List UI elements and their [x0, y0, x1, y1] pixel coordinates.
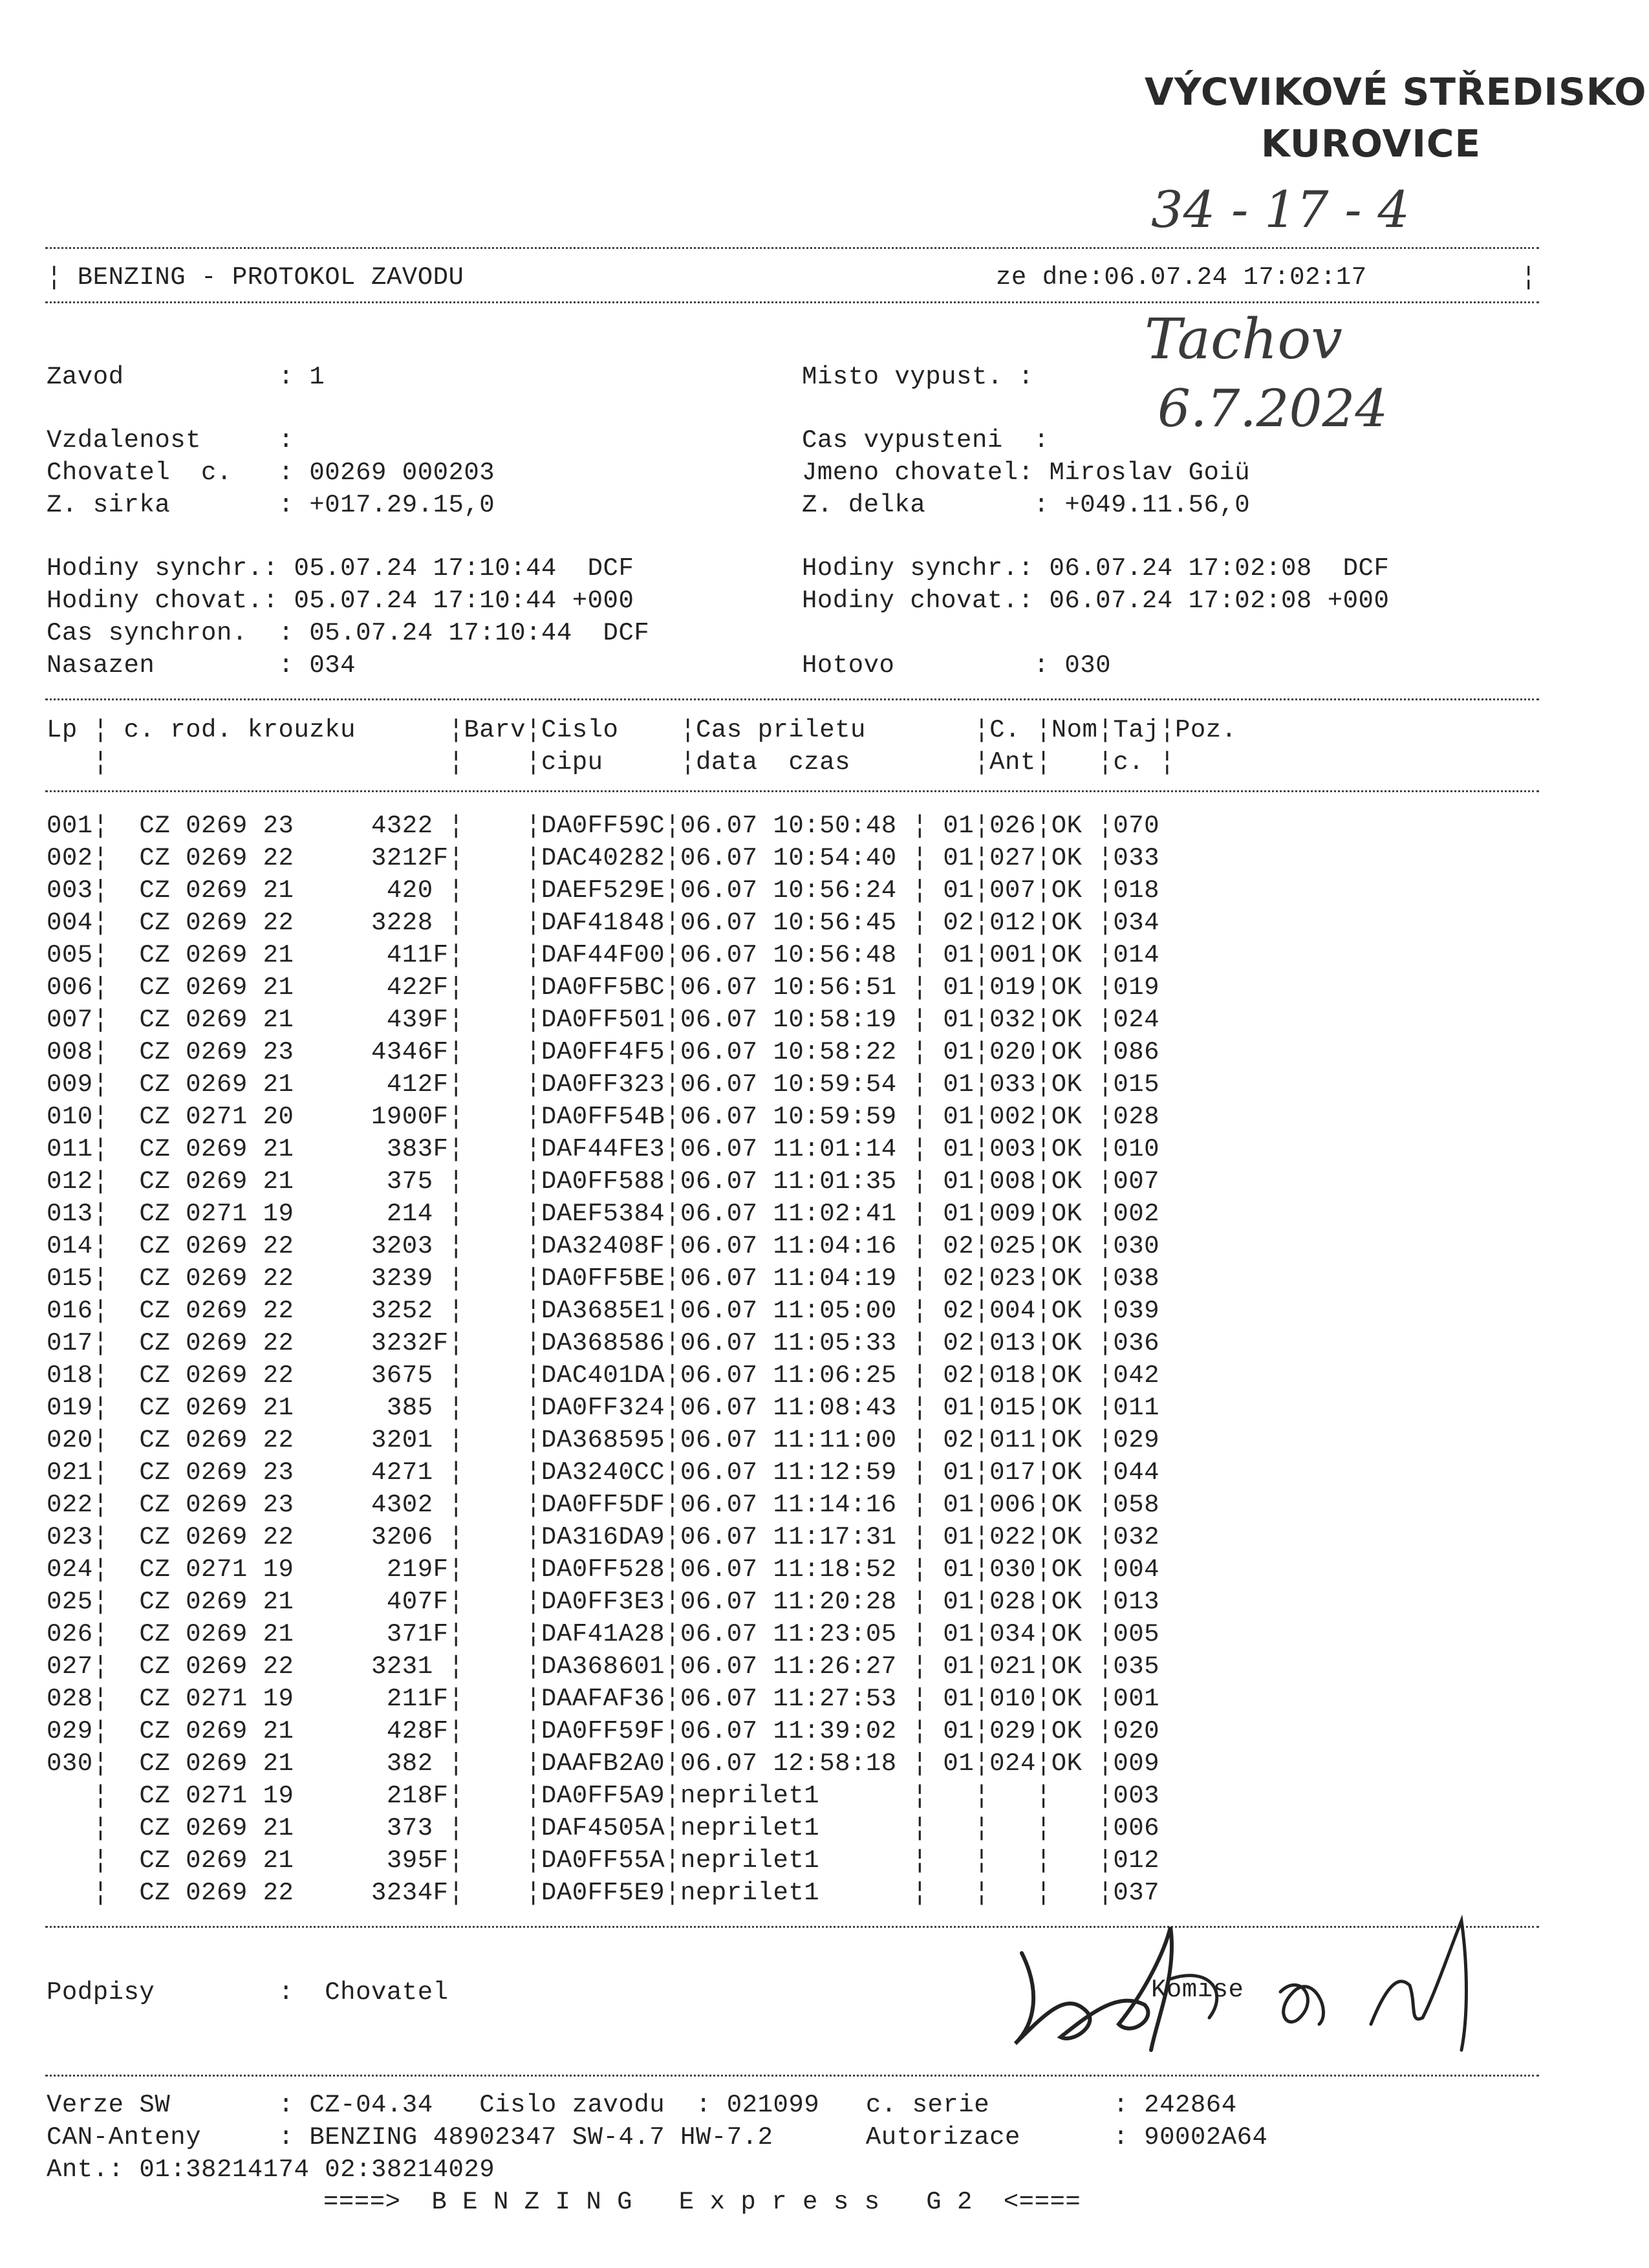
row-text: 010¦ CZ 0271 20 1900F¦ ¦DA0FF54B¦06.07 10:59:59 ¦ 01¦002¦OK ¦028 [47, 1103, 1160, 1131]
protocol-date: ze dne:06.07.24 17:02:17 [996, 263, 1367, 292]
sync-left-3: Cas synchron. : 05.07.24 17:10:44 DCF [47, 619, 650, 647]
row-text: 027¦ CZ 0269 22 3231 ¦ ¦DA368601¦06.07 11:26:27 ¦ 01¦021¦OK ¦035 [47, 1652, 1160, 1681]
title-end-bar: ¦ [1521, 263, 1536, 292]
row-text: 023¦ CZ 0269 22 3206 ¦ ¦DA316DA9¦06.07 11:17:31 ¦ 01¦022¦OK ¦032 [47, 1523, 1160, 1551]
stamp-line-1: VÝCVIKOVÉ STŘEDISKO [1145, 70, 1647, 114]
breeder-number: Chovatel c. : 00269 000203 [47, 459, 495, 487]
race-number: Zavod : 1 [47, 363, 325, 391]
footer-line-2: CAN-Anteny : BENZING 48902347 SW-4.7 HW-7.2 Autorizace : 90002A64 [47, 2123, 1268, 2152]
longitude: Z. delka : +049.11.56,0 [802, 491, 1251, 519]
row-text: 019¦ CZ 0269 21 385 ¦ ¦DA0FF324¦06.07 11:08:43 ¦ 01¦015¦OK ¦011 [47, 1394, 1160, 1422]
row-text: 026¦ CZ 0269 21 371F¦ ¦DAF41A28¦06.07 11:23:05 ¦ 01¦034¦OK ¦005 [47, 1620, 1160, 1648]
separator-table-header [45, 790, 1539, 792]
table-header-1: Lp ¦ c. rod. krouzku ¦Barv¦Cislo ¦Cas priletu ¦C. ¦Nom¦Taj¦Poz. [47, 716, 1237, 744]
handwritten-number: 34 - 17 - 4 [1151, 181, 1410, 239]
row-text: 016¦ CZ 0269 22 3252 ¦ ¦DA3685E1¦06.07 11:05:00 ¦ 02¦004¦OK ¦039 [47, 1297, 1160, 1325]
protocol-title: ¦ BENZING - PROTOKOL ZAVODU [47, 263, 464, 292]
row-text: 020¦ CZ 0269 22 3201 ¦ ¦DA368595¦06.07 11:11:00 ¦ 02¦011¦OK ¦029 [47, 1426, 1160, 1454]
row-text: 012¦ CZ 0269 21 375 ¦ ¦DA0FF588¦06.07 11:01:35 ¦ 01¦008¦OK ¦007 [47, 1167, 1160, 1196]
footer-line-1: Verze SW : CZ-04.34 Cislo zavodu : 021099 c. serie : 242864 [47, 2091, 1237, 2119]
separator-footer [45, 2075, 1539, 2077]
basketed-count: Nasazen : 034 [47, 651, 356, 680]
row-text: 024¦ CZ 0271 19 219F¦ ¦DA0FF528¦06.07 11:18:52 ¦ 01¦030¦OK ¦004 [47, 1555, 1160, 1584]
commission-label: Komise [1151, 1976, 1244, 2004]
row-text: 004¦ CZ 0269 22 3228 ¦ ¦DAF41848¦06.07 10:56:45 ¦ 02¦012¦OK ¦034 [47, 909, 1160, 937]
row-text: 022¦ CZ 0269 23 4302 ¦ ¦DA0FF5DF¦06.07 11:14:16 ¦ 01¦006¦OK ¦058 [47, 1491, 1160, 1519]
stamp-line-2: KUROVICE [1261, 122, 1482, 166]
row-text: 001¦ CZ 0269 23 4322 ¦ ¦DA0FF59C¦06.07 10:50:48 ¦ 01¦026¦OK ¦070 [47, 812, 1160, 840]
row-text: ¦ CZ 0269 21 395F¦ ¦DA0FF55A¦neprilet1 ¦ ¦ ¦ ¦012 [47, 1846, 1160, 1875]
signature-scribble [996, 1914, 1513, 2063]
row-text: 028¦ CZ 0271 19 211F¦ ¦DAAFAF36¦06.07 11:27:53 ¦ 01¦010¦OK ¦001 [47, 1685, 1160, 1713]
row-text: ¦ CZ 0271 19 218F¦ ¦DA0FF5A9¦neprilet1 ¦ ¦ ¦ ¦003 [47, 1782, 1160, 1810]
row-text: 014¦ CZ 0269 22 3203 ¦ ¦DA32408F¦06.07 11:04:16 ¦ 02¦025¦OK ¦030 [47, 1232, 1160, 1260]
row-text: 009¦ CZ 0269 21 412F¦ ¦DA0FF323¦06.07 10:59:54 ¦ 01¦033¦OK ¦015 [47, 1070, 1160, 1099]
finished-count: Hotovo : 030 [802, 651, 1112, 680]
table-header-2: ¦ ¦ ¦cipu ¦data czas ¦Ant¦ ¦c. ¦ [47, 748, 1175, 777]
footer-line-4: ====> B E N Z I N G E x p r e s s G 2 <==== [323, 2188, 1081, 2216]
separator-title [45, 301, 1539, 303]
row-text: 003¦ CZ 0269 21 420 ¦ ¦DAEF529E¦06.07 10:56:24 ¦ 01¦007¦OK ¦018 [47, 876, 1160, 905]
row-text: ¦ CZ 0269 21 373 ¦ ¦DAF4505A¦neprilet1 ¦ ¦ ¦ ¦006 [47, 1814, 1160, 1842]
row-text: 018¦ CZ 0269 22 3675 ¦ ¦DAC401DA¦06.07 11:06:25 ¦ 02¦018¦OK ¦042 [47, 1361, 1160, 1390]
sync-right-2: Hodiny chovat.: 06.07.24 17:02:08 +000 [802, 587, 1390, 615]
signatures-label: Podpisy : Chovatel [47, 1978, 449, 2007]
sync-left-2: Hodiny chovat.: 05.07.24 17:10:44 +000 [47, 587, 634, 615]
release-time: Cas vypusteni : [802, 426, 1050, 455]
row-text: 015¦ CZ 0269 22 3239 ¦ ¦DA0FF5BE¦06.07 11:04:19 ¦ 02¦023¦OK ¦038 [47, 1264, 1160, 1293]
separator-top [45, 247, 1539, 249]
breeder-name: Jmeno chovatel: Miroslav Goiü [802, 459, 1251, 487]
row-text: 029¦ CZ 0269 21 428F¦ ¦DA0FF59F¦06.07 11:39:02 ¦ 01¦029¦OK ¦020 [47, 1717, 1160, 1745]
row-text: 017¦ CZ 0269 22 3232F¦ ¦DA368586¦06.07 11:05:33 ¦ 02¦013¦OK ¦036 [47, 1329, 1160, 1357]
latitude: Z. sirka : +017.29.15,0 [47, 491, 495, 519]
footer-line-3: Ant.: 01:38214174 02:38214029 [47, 2155, 495, 2184]
row-text: 005¦ CZ 0269 21 411F¦ ¦DAF44F00¦06.07 10:56:48 ¦ 01¦001¦OK ¦014 [47, 941, 1160, 969]
row-text: ¦ CZ 0269 22 3234F¦ ¦DA0FF5E9¦neprilet1 ¦ ¦ ¦ ¦037 [47, 1879, 1160, 1907]
sync-left-1: Hodiny synchr.: 05.07.24 17:10:44 DCF [47, 554, 634, 583]
release-place: Misto vypust. : [802, 363, 1034, 391]
row-text: 030¦ CZ 0269 21 382 ¦ ¦DAAFB2A0¦06.07 12:58:18 ¦ 01¦024¦OK ¦009 [47, 1749, 1160, 1778]
separator-table-top [45, 698, 1539, 700]
distance: Vzdalenost : [47, 426, 294, 455]
row-text: 025¦ CZ 0269 21 407F¦ ¦DA0FF3E3¦06.07 11:20:28 ¦ 01¦028¦OK ¦013 [47, 1588, 1160, 1616]
row-text: 008¦ CZ 0269 23 4346F¦ ¦DA0FF4F5¦06.07 10:58:22 ¦ 01¦020¦OK ¦086 [47, 1038, 1160, 1066]
row-text: 006¦ CZ 0269 21 422F¦ ¦DA0FF5BC¦06.07 10:56:51 ¦ 01¦019¦OK ¦019 [47, 973, 1160, 1002]
handwritten-place: Tachov [1145, 307, 1342, 372]
sync-right-1: Hodiny synchr.: 06.07.24 17:02:08 DCF [802, 554, 1390, 583]
handwritten-date: 6.7.2024 [1158, 378, 1388, 438]
row-text: 011¦ CZ 0269 21 383F¦ ¦DAF44FE3¦06.07 11:01:14 ¦ 01¦003¦OK ¦010 [47, 1135, 1160, 1163]
row-text: 021¦ CZ 0269 23 4271 ¦ ¦DA3240CC¦06.07 11:12:59 ¦ 01¦017¦OK ¦044 [47, 1458, 1160, 1487]
row-text: 002¦ CZ 0269 22 3212F¦ ¦DAC40282¦06.07 10:54:40 ¦ 01¦027¦OK ¦033 [47, 844, 1160, 872]
row-text: 013¦ CZ 0271 19 214 ¦ ¦DAEF5384¦06.07 11:02:41 ¦ 01¦009¦OK ¦002 [47, 1200, 1160, 1228]
row-text: 007¦ CZ 0269 21 439F¦ ¦DA0FF501¦06.07 10:58:19 ¦ 01¦032¦OK ¦024 [47, 1006, 1160, 1034]
